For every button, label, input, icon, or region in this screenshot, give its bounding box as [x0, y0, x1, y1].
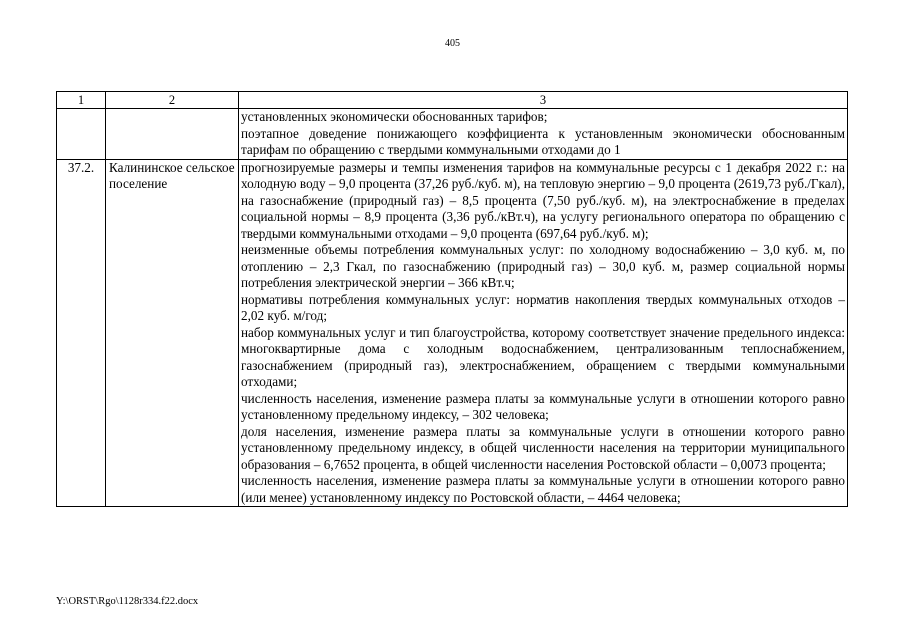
- paragraph: численность населения, изменение размера платы за коммунальные услуги в отношении которого равно установленному предельному индексу, – 302 человека;: [241, 390, 845, 422]
- paragraph: поэтапное доведение понижающего коэффициента к установленным экономически обоснованным тарифам по обращению с твердыми коммунальными отходами до 1: [241, 125, 845, 157]
- table-row-continuation: [57, 109, 848, 160]
- page-number: 405: [445, 38, 460, 49]
- header-cell-3: 3: [239, 92, 848, 109]
- header-cell-2: 2: [106, 92, 239, 109]
- row-number-cell: 37.2.: [57, 159, 106, 507]
- settlement-cell: [106, 109, 239, 160]
- paragraph: установленных экономически обоснованных тарифов;: [241, 109, 548, 124]
- paragraph: численность населения, изменение размера платы за коммунальные услуги в отношении которого равно (или менее) установленному индексу по Ростовской области, – 4464 человека;: [241, 473, 845, 505]
- paragraph: доля населения, изменение размера платы за коммунальные услуги в отношении которого равно установленному предельному индексу, в общей численности населения на территории муниципального образования – 6,7652 процента, в общей численности населения Ростовской области – 0,0073 процента;: [241, 423, 845, 472]
- description-cell: [239, 109, 848, 160]
- table-row-37-2: [57, 159, 848, 507]
- paragraph: прогнозируемые размеры и темпы изменения тарифов на коммунальные ресурсы с 1 декабря 2022 г.: на холодную воду – 9,0 процента (37,26 руб./куб. м), на тепловую энергию – 9,0 процента (2619,73 руб./Гкал), на газоснабжение (природный газ) – 8,5 процента (7,50 руб./куб. м), на электроснабжение в пределах социальной нормы – 8,9 процента (3,36 руб./кВт.ч), на услугу регионального оператора по обращению с твердыми коммунальными отходами – 9,0 процента (697,64 руб./куб. м);: [241, 159, 845, 241]
- paragraph: набор коммунальных услуг и тип благоустройства, которому соответствует значение предельного индекса: многоквартирные дома с холодным водоснабжением, централизованным теплоснабжением, газоснабжением (природный газ), электроснабжением, обращением с твердыми коммунальными отходами;: [241, 324, 845, 389]
- document-table: [56, 91, 848, 507]
- paragraph: неизменные объемы потребления коммунальных услуг: по холодному водоснабжению – 3,0 куб. м, по отоплению – 2,3 Гкал, по газоснабжению (природный газ) – 30,0 куб. м, размер социальной нормы потребления электрической энергии – 366 кВт.ч;: [241, 242, 845, 290]
- footer-file-path: Y:\ORST\Rgo\1128r334.f22.docx: [56, 596, 199, 607]
- header-cell-1: 1: [57, 92, 106, 109]
- description-cell: [239, 159, 848, 507]
- row-number-cell: [57, 109, 106, 160]
- table-header-row: [57, 92, 848, 109]
- paragraph: нормативы потребления коммунальных услуг: норматив накопления твердых коммунальных отходов – 2,02 куб. м/год;: [241, 291, 845, 323]
- settlement-cell: Калининское сельское поселение: [106, 159, 239, 507]
